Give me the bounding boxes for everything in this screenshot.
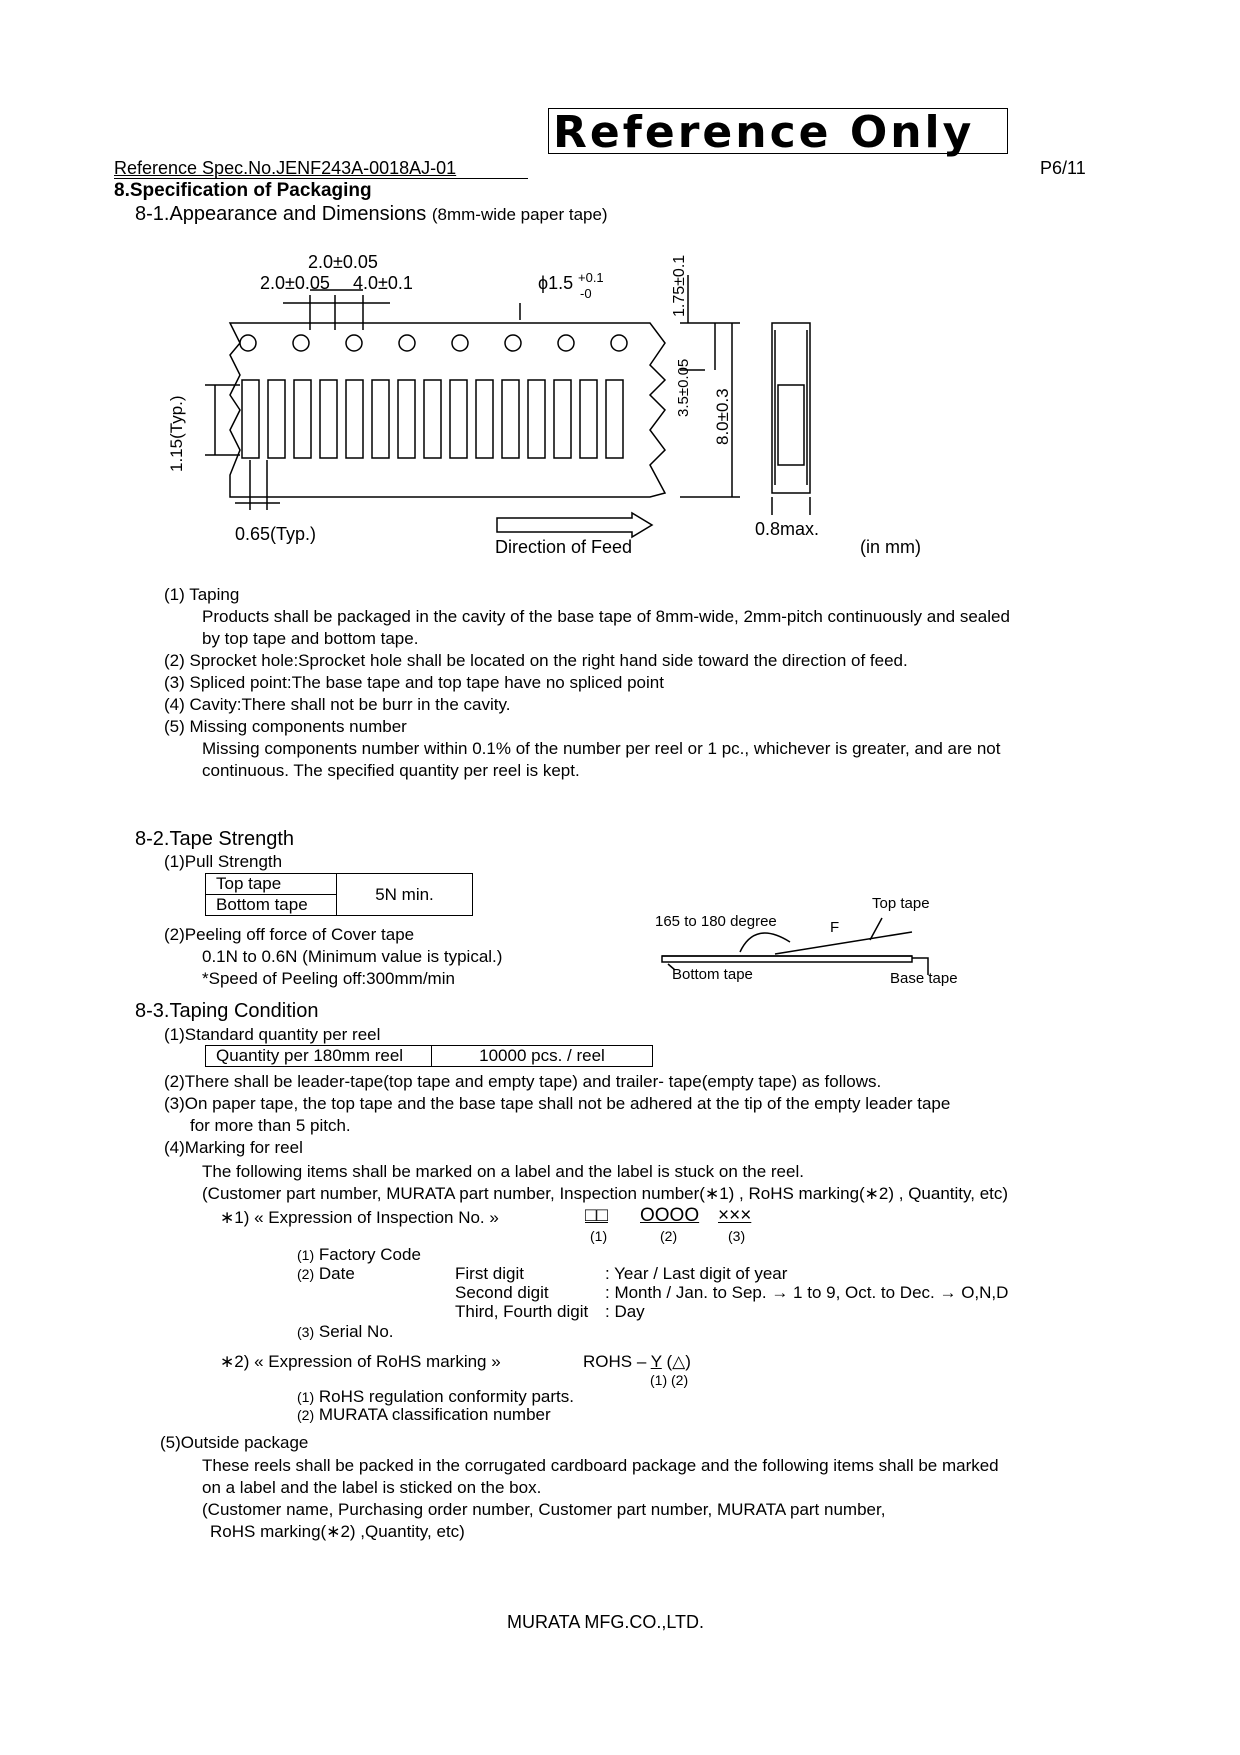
s81-item1: (1) Taping bbox=[164, 585, 240, 604]
rohs1-num: (1) bbox=[297, 1389, 315, 1405]
s81-title-text: 8-1.Appearance and Dimensions bbox=[135, 203, 427, 225]
s81-item3: (3) Spliced point:The base tape and top tape have no spliced point bbox=[164, 673, 664, 692]
qty-value-cell: 10000 pcs. / reel bbox=[432, 1046, 653, 1067]
reference-only-banner bbox=[548, 107, 1008, 158]
tape-diagram bbox=[160, 235, 960, 565]
s81-item1-text1: Products shall be packaged in the cavity of the base tape of 8mm-wide, 2mm-pitch continuously and sealed bbox=[202, 607, 1010, 626]
dim-edge: 1.75±0.1 bbox=[671, 254, 688, 317]
banner-text: Reference Only bbox=[553, 107, 975, 158]
rohs1-line bbox=[297, 1387, 574, 1407]
dim-center: 3.5±0.05 bbox=[675, 358, 692, 417]
digit1: First digit bbox=[455, 1264, 524, 1283]
digit3: Third, Fourth digit bbox=[455, 1302, 589, 1321]
insp-n1: (1) bbox=[590, 1228, 608, 1244]
spec-number: Reference Spec.No.JENF243A-0018AJ-01 bbox=[114, 158, 457, 178]
s81-item4: (4) Cavity:There shall not be burr in the cavity. bbox=[164, 695, 511, 714]
dim-cavity-wid: 0.65(Typ.) bbox=[235, 524, 317, 544]
insp-title: ∗1) « Expression of Inspection No. » bbox=[220, 1208, 499, 1227]
peel-force: (2)Peeling off force of Cover tape bbox=[164, 925, 415, 944]
s81-item5: (5) Missing components number bbox=[164, 717, 407, 736]
rohs-nums: (1) (2) bbox=[650, 1372, 689, 1388]
rohs-prefix: ROHS – bbox=[583, 1352, 651, 1371]
s81-item5-text1: Missing components number within 0.1% of the number per reel or 1 pc., whichever is greater, and are not bbox=[202, 739, 1001, 758]
s82-title: 8-2.Tape Strength bbox=[135, 828, 294, 850]
digit3-val: : Day bbox=[605, 1302, 645, 1321]
peel-top-tape-label: Top tape bbox=[872, 895, 930, 912]
bottom-tape-cell: Bottom tape bbox=[206, 895, 337, 916]
dim-pitch-left: 2.0±0.05 bbox=[260, 273, 330, 293]
factory-code-num: (1) bbox=[297, 1247, 315, 1263]
s81-title-note: (8mm-wide paper tape) bbox=[431, 205, 608, 224]
dim-hole-tol-plus: +0.1 bbox=[578, 270, 604, 285]
dim-width: 8.0±0.3 bbox=[713, 388, 732, 445]
footer-company: MURATA MFG.CO.,LTD. bbox=[507, 1612, 704, 1632]
s83-l3a: (3)On paper tape, the top tape and the base tape shall not be adhered at the tip of the empty leader tape bbox=[164, 1094, 951, 1113]
s83-l5-text2: on a label and the label is sticked on the box. bbox=[202, 1478, 542, 1497]
peel-diagram bbox=[650, 890, 990, 1005]
s83-l5-text3: (Customer name, Purchasing order number, Customer part number, MURATA part number, bbox=[202, 1500, 886, 1519]
insp-n3: (3) bbox=[728, 1228, 746, 1244]
peel-base-tape-label: Base tape bbox=[890, 970, 958, 987]
unit-label: (in mm) bbox=[860, 537, 921, 557]
spec-underline bbox=[114, 178, 528, 179]
dim-hole-tol-minus: -0 bbox=[580, 286, 592, 301]
date-line bbox=[297, 1264, 355, 1284]
insp-n2: (2) bbox=[660, 1228, 678, 1244]
insp-code1: □□ bbox=[585, 1205, 608, 1226]
rohs-tri: (△) bbox=[666, 1352, 691, 1371]
rohs2-text: MURATA classification number bbox=[318, 1405, 551, 1424]
digit2: Second digit bbox=[455, 1283, 549, 1302]
peel-bottom-tape-label: Bottom tape bbox=[672, 966, 753, 983]
s83-l4: (4)Marking for reel bbox=[164, 1138, 303, 1157]
s81-title bbox=[135, 203, 608, 226]
s83-l4-text2: (Customer part number, MURATA part number, Inspection number(∗1) , RoHS marking(∗2) , Quantity, etc) bbox=[202, 1184, 1009, 1203]
serial-line bbox=[297, 1322, 394, 1342]
factory-code bbox=[297, 1245, 421, 1265]
dim-hole-dia: ϕ1.5 bbox=[538, 273, 574, 293]
s83-l5-text1: These reels shall be packed in the corrugated cardboard package and the following items shall be marked bbox=[202, 1456, 999, 1475]
std-qty: (1)Standard quantity per reel bbox=[164, 1025, 381, 1044]
pull-strength-table bbox=[205, 873, 473, 916]
rohs2-line bbox=[297, 1405, 551, 1425]
peel-force-text2: *Speed of Peeling off:300mm/min bbox=[202, 969, 455, 988]
s81-item2: (2) Sprocket hole:Sprocket hole shall be located on the right hand side toward the direction of feed. bbox=[164, 651, 908, 670]
rohs-y: Y bbox=[650, 1352, 662, 1371]
s83-l5-text4: RoHS marking(∗2) ,Quantity, etc) bbox=[210, 1522, 465, 1541]
insp-code2: OOOO bbox=[640, 1205, 700, 1226]
pull-strength: (1)Pull Strength bbox=[164, 852, 283, 871]
section-title: 8.Specification of Packaging bbox=[114, 180, 372, 201]
insp-code3: ××× bbox=[718, 1205, 752, 1226]
digit2-val: : Month / Jan. to Sep. → 1 to 9, Oct. to Dec. → O,N,D bbox=[605, 1283, 1009, 1302]
s81-item5-text2: continuous. The specified quantity per reel is kept. bbox=[202, 761, 580, 780]
dim-pitch-top: 2.0±0.05 bbox=[308, 252, 378, 272]
s83-l2: (2)There shall be leader-tape(top tape and empty tape) and trailer- tape(empty tape) as follows. bbox=[164, 1072, 882, 1091]
serial-num: (3) bbox=[297, 1324, 315, 1340]
date-label: Date bbox=[318, 1264, 355, 1283]
peel-force-text1: 0.1N to 0.6N (Minimum value is typical.) bbox=[202, 947, 503, 966]
strength-value-cell: 5N min. bbox=[337, 874, 473, 916]
digit1-val: : Year / Last digit of year bbox=[605, 1264, 788, 1283]
serial-label: Serial No. bbox=[318, 1322, 394, 1341]
feed-label: Direction of Feed bbox=[495, 537, 633, 557]
rohs2-num: (2) bbox=[297, 1407, 315, 1423]
rohs-title: ∗2) « Expression of RoHS marking » bbox=[220, 1352, 501, 1371]
factory-code-label: Factory Code bbox=[318, 1245, 421, 1264]
s83-title: 8-3.Taping Condition bbox=[135, 1000, 319, 1022]
dim-cavity-len: 1.15(Typ.) bbox=[167, 395, 186, 472]
s81-item1-text2: by top tape and bottom tape. bbox=[202, 629, 419, 648]
rohs1-text: RoHS regulation conformity parts. bbox=[318, 1387, 574, 1406]
s83-l4-text1: The following items shall be marked on a label and the label is stuck on the reel. bbox=[202, 1162, 804, 1181]
peel-angle-label: 165 to 180 degree bbox=[655, 913, 777, 930]
dim-thickness: 0.8max. bbox=[755, 519, 820, 539]
s83-l3b: for more than 5 pitch. bbox=[190, 1116, 351, 1135]
peel-force-label: F bbox=[830, 919, 840, 936]
page-number: P6/11 bbox=[1040, 158, 1086, 178]
rohs-marking bbox=[583, 1352, 691, 1372]
date-num: (2) bbox=[297, 1266, 315, 1282]
qty-table bbox=[205, 1045, 653, 1067]
dim-hole-pitch: 4.0±0.1 bbox=[353, 273, 413, 293]
qty-label-cell: Quantity per 180mm reel bbox=[206, 1046, 432, 1067]
top-tape-cell: Top tape bbox=[206, 874, 337, 895]
s83-l5: (5)Outside package bbox=[160, 1433, 309, 1452]
